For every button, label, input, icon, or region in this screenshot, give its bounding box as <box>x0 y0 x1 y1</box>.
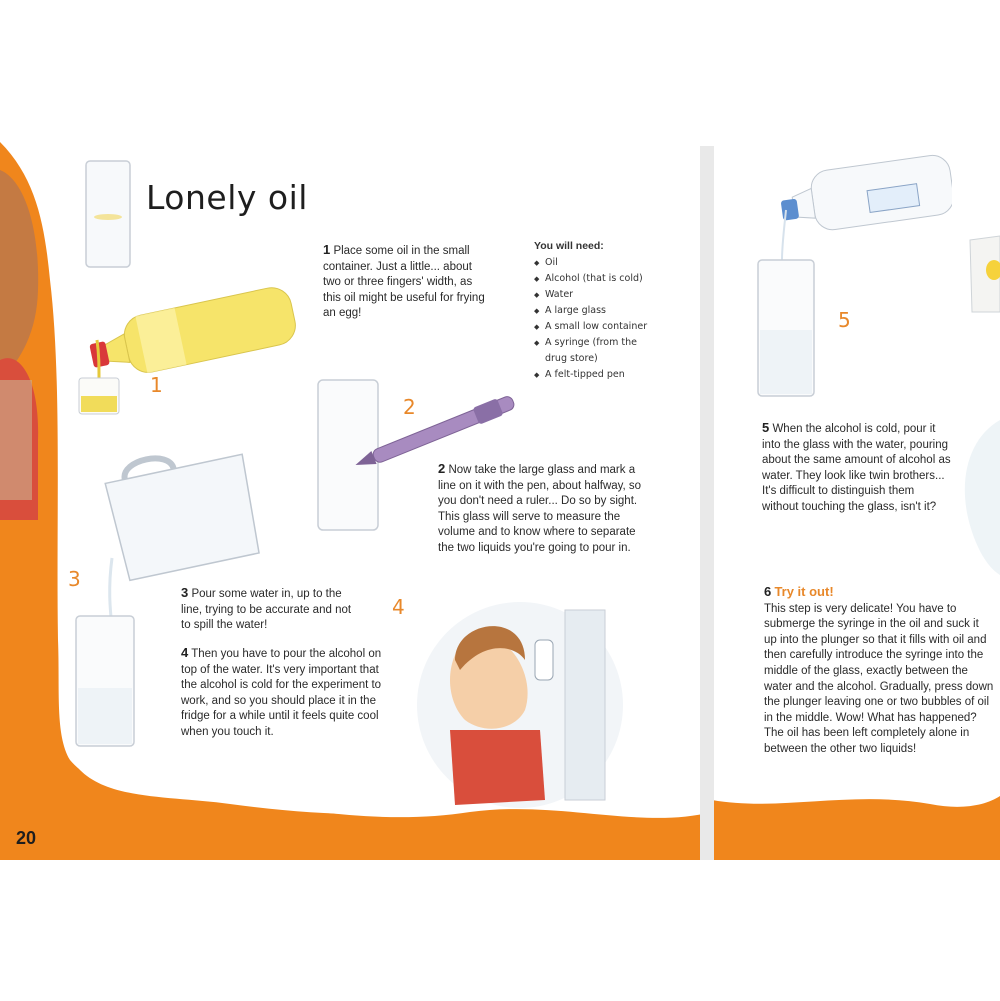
step-label-2: 2 <box>403 395 416 419</box>
step-6-body: This step is very delicate! You have to submerge the syringe in the oil and suck it up into the plunger so that it fills with oil and then carefully introduce the syringe into the middle of the glass, exactly between the water and the alcohol. Gradually, press down the plunger leaving one or two bubbles of oil in the middle. Wow! What has happened? The oil has been left completely alone in between the other two liquids! <box>764 602 994 755</box>
material-item: ◆ Oil <box>534 255 660 271</box>
step-4-body: Then you have to pour the alcohol on top of the water. It's very important that the alcohol is cold for the experiment to work, and so you should place it in the fridge for a while until it feels quite cool when you touch it. <box>181 648 382 738</box>
step-label-3: 3 <box>68 567 81 591</box>
material-item: ◆ A small low container <box>534 319 660 335</box>
step-label-4: 4 <box>392 595 405 619</box>
small-glass-illustration <box>80 155 140 275</box>
step-6-number: 6 <box>764 584 772 599</box>
step-label-5: 5 <box>838 308 851 332</box>
step-2-number: 2 <box>438 461 446 476</box>
step-3-body: Pour some water in, up to the line, trying to be accurate and not to spill the water! <box>181 588 352 632</box>
step-6-heading: Try it out! <box>774 584 834 599</box>
material-item: ◆ Alcohol (that is cold) <box>534 271 660 287</box>
step-3-text <box>181 585 353 634</box>
step-1-text <box>323 242 488 322</box>
page-number: 20 <box>16 828 37 848</box>
step-5-body: When the alcohol is cold, pour it into the glass with the water, pouring about the same amount of alcohol as water. They look like twin brothers... It's difficult to distinguish them without touching the glass, isn't it? <box>762 423 951 513</box>
material-item: ◆ A syringe (from the drug store) <box>534 335 660 367</box>
book-spine <box>700 146 714 860</box>
step-5-text <box>762 420 952 516</box>
step-1-body: Place some oil in the small container. Just a little... about two or three fingers' width, as this oil might be useful for frying an egg! <box>323 245 485 320</box>
materials-list <box>534 238 660 383</box>
boy-at-fridge-illustration <box>415 600 625 810</box>
step-6-text <box>764 584 994 758</box>
step-3-number: 3 <box>181 585 189 600</box>
step-5-number: 5 <box>762 420 770 435</box>
material-item: ◆ A large glass <box>534 303 660 319</box>
step-label-1: 1 <box>150 373 163 397</box>
materials-heading: You will need: <box>534 240 604 252</box>
step-4-number: 4 <box>181 645 189 660</box>
step-2-text <box>438 461 650 557</box>
alcohol-bottle-illustration <box>752 150 952 400</box>
material-item: ◆ Water <box>534 287 660 303</box>
page-title: Lonely oil <box>146 178 308 217</box>
oil-bottle-illustration <box>75 270 305 430</box>
step-4-text <box>181 645 386 741</box>
step-2-body: Now take the large glass and mark a line on it with the pen, about halfway, so you don't need a ruler... Do so by sight. This glass will serve to measure the volume and to know where to separate the two liquids you're going to pour in. <box>438 464 642 554</box>
step-1-number: 1 <box>323 242 331 257</box>
material-item: ◆ A felt-tipped pen <box>534 367 660 383</box>
